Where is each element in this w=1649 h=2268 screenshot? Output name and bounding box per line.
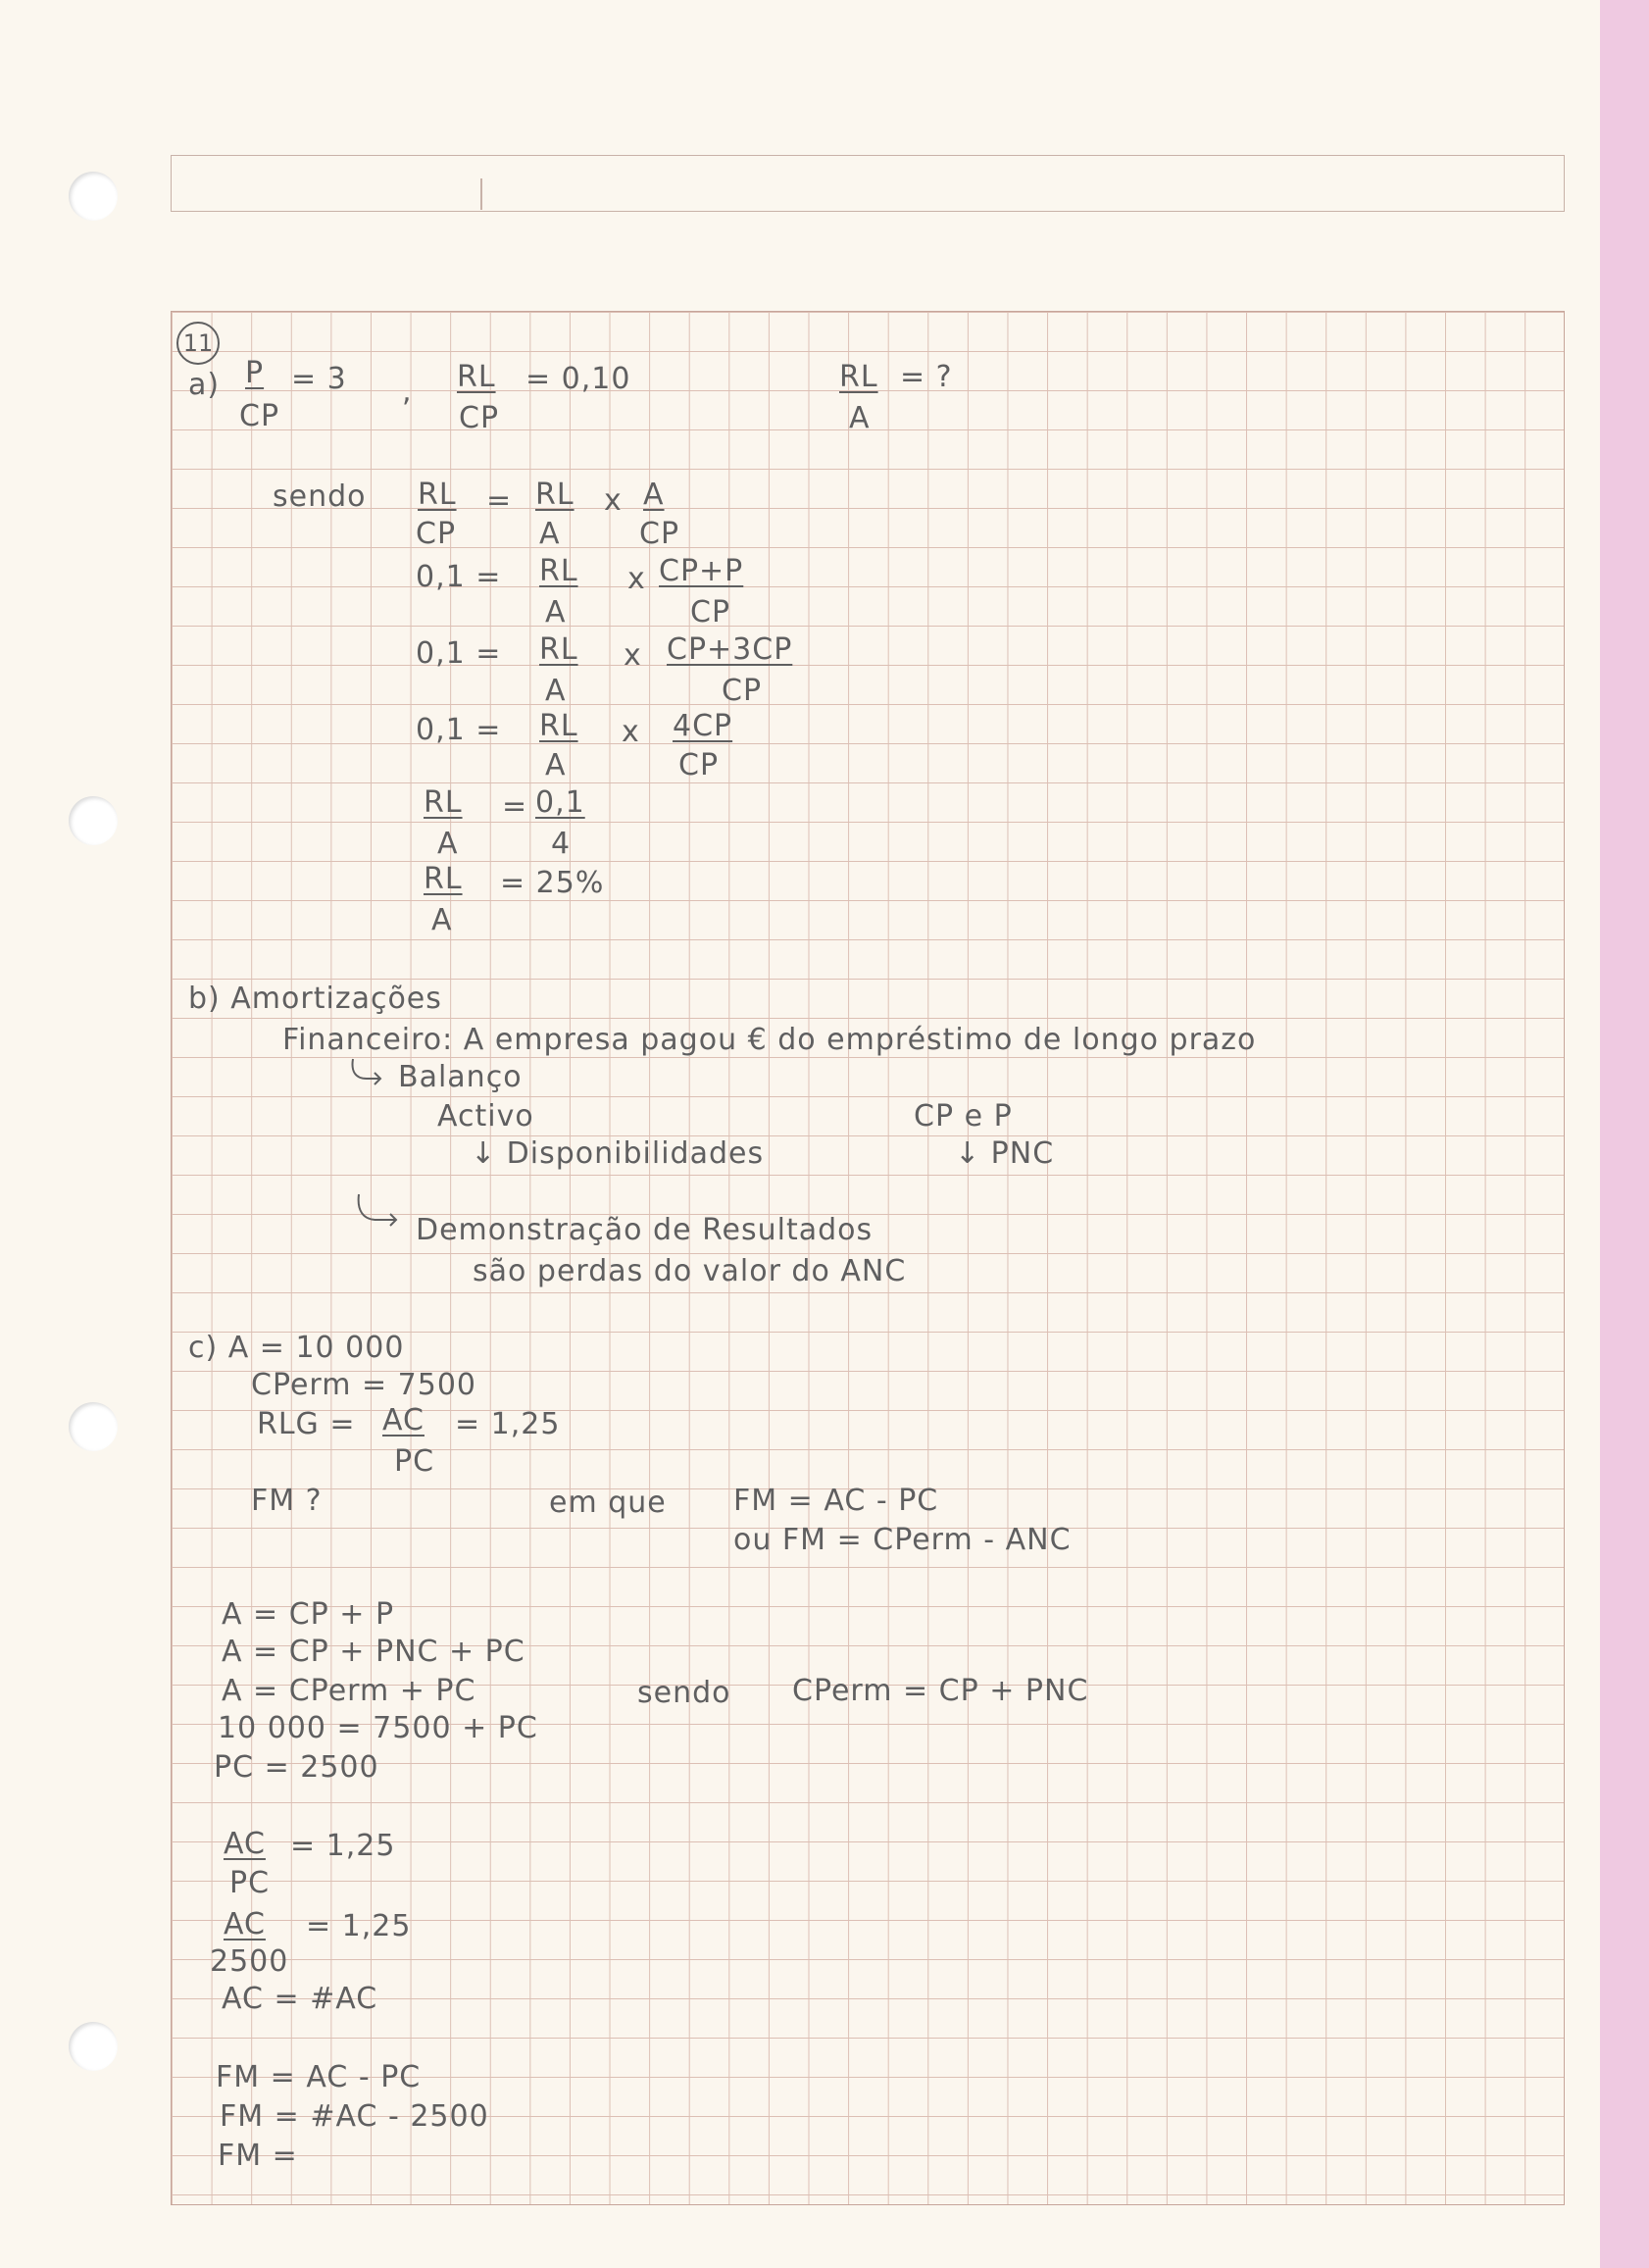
eq-a-cp-p: A = CP + P [222, 1597, 395, 1632]
activo-label: Activo [437, 1099, 534, 1134]
ac-result: AC = #AC [222, 1982, 378, 2016]
frac1-rhs: = 1,25 [290, 1829, 396, 1863]
binder-hole [69, 172, 118, 221]
step5-lhs-num: RL [424, 785, 463, 820]
part-b-line1: Financeiro: A empresa pagou € do empréstimo de longo prazo [282, 1023, 1257, 1057]
fm-line-1: FM = AC - PC [216, 2060, 422, 2094]
goal-rhs: = ? [900, 360, 953, 394]
fm-definition-2: ou FM = CPerm - ANC [733, 1523, 1072, 1557]
fm-line-2: FM = #AC - 2500 [220, 2099, 489, 2134]
header-box [171, 155, 1565, 212]
step3-lhs: 0,1 = [416, 636, 502, 671]
step2-lhs: 0,1 = [416, 560, 502, 594]
rlg-rhs: = 1,25 [455, 1407, 561, 1441]
given2-numerator: RL [457, 360, 496, 394]
step1-lhs-den: CP [416, 517, 457, 551]
eq-pc-2500: PC = 2500 [214, 1750, 379, 1785]
given1-numerator: P [245, 356, 265, 390]
step4-t1-num: RL [539, 709, 578, 743]
step4-t2-num: 4CP [673, 709, 733, 743]
hook-arrow-icon [347, 1057, 386, 1090]
goal-numerator: RL [839, 360, 878, 394]
em-que-label: em que [549, 1486, 667, 1520]
step5-rhs-num: 0,1 [535, 785, 585, 820]
fm-question: FM ? [251, 1484, 323, 1518]
step5-eq: = [502, 789, 528, 824]
eq-10000: 10 000 = 7500 + PC [218, 1711, 538, 1745]
step1-t1-num: RL [535, 478, 575, 512]
eq-a-cp-pnc-pc: A = CP + PNC + PC [222, 1635, 525, 1669]
given2-rhs: = 0,10 [525, 362, 631, 396]
hook-arrow-icon [353, 1192, 402, 1232]
step3-times: x [624, 638, 642, 673]
rlg-lhs: RLG = [257, 1407, 356, 1441]
step1-lhs-num: RL [418, 478, 457, 512]
frac2-rhs: = 1,25 [306, 1909, 412, 1943]
frac1-denominator: PC [229, 1866, 271, 1900]
step2-t2-den: CP [690, 595, 731, 630]
step1-t1-den: A [539, 517, 561, 551]
rlg-numerator: AC [382, 1403, 425, 1437]
step3-t1-num: RL [539, 632, 578, 667]
goal-denominator: A [849, 401, 871, 435]
pnc-label: ↓ PNC [955, 1136, 1055, 1171]
cperm-definition: CPerm = CP + PNC [792, 1674, 1089, 1708]
step1-eq: = [486, 483, 513, 518]
cperm-given: CPerm = 7500 [251, 1368, 477, 1402]
step2-times: x [627, 562, 646, 596]
perdas-label: são perdas do valor do ANC [473, 1254, 907, 1288]
given2-denominator: CP [459, 401, 500, 435]
given1-rhs: = 3 [291, 362, 347, 396]
step6-lhs-den: A [431, 903, 453, 937]
step1-t2-den: CP [639, 517, 680, 551]
frac2-numerator: AC [224, 1907, 266, 1941]
step2-t1-den: A [545, 595, 567, 630]
step6-rhs: = 25% [500, 866, 605, 900]
demonstracao-label: Demonstração de Resultados [416, 1213, 874, 1247]
step4-t1-den: A [545, 748, 567, 782]
step4-times: x [622, 715, 640, 749]
step1-t2-num: A [643, 478, 665, 512]
part-c-label: c) A = 10 000 [188, 1331, 405, 1365]
balanco-label: Balanço [398, 1060, 523, 1094]
part-b-label: b) Amortizações [188, 982, 442, 1016]
binder-hole [69, 796, 118, 845]
binder-hole [69, 2022, 118, 2071]
header-divider [480, 178, 482, 210]
cp-e-p-label: CP e P [914, 1099, 1013, 1134]
fm-line-3: FM = [218, 2139, 298, 2173]
step2-t2-num: CP+P [659, 554, 744, 588]
disponibilidades-label: ↓ Disponibilidades [471, 1136, 765, 1171]
step4-lhs: 0,1 = [416, 713, 502, 747]
rlg-denominator: PC [394, 1444, 435, 1479]
given1-denominator: CP [239, 399, 280, 433]
eq-a-cperm-pc: A = CPerm + PC [222, 1674, 476, 1708]
fm-definition-1: FM = AC - PC [733, 1484, 939, 1518]
step4-t2-den: CP [678, 748, 720, 782]
step3-t1-den: A [545, 674, 567, 708]
step5-rhs-den: 4 [551, 827, 572, 861]
step6-lhs-num: RL [424, 862, 463, 896]
comma: , [402, 375, 413, 409]
problem-number: 11 [176, 322, 220, 365]
step3-t2-den: CP [722, 674, 763, 708]
step3-t2-num: CP+3CP [667, 632, 793, 667]
step5-lhs-den: A [437, 827, 459, 861]
page-edge-strip [1600, 0, 1649, 2268]
frac1-numerator: AC [224, 1827, 266, 1861]
sendo-label: sendo [273, 479, 367, 514]
sendo-label-2: sendo [637, 1676, 731, 1710]
step2-t1-num: RL [539, 554, 578, 588]
step1-times: x [604, 483, 623, 518]
frac2-denominator: 2500 [210, 1944, 289, 1979]
binder-hole [69, 1402, 118, 1451]
part-a-label: a) [188, 368, 221, 402]
